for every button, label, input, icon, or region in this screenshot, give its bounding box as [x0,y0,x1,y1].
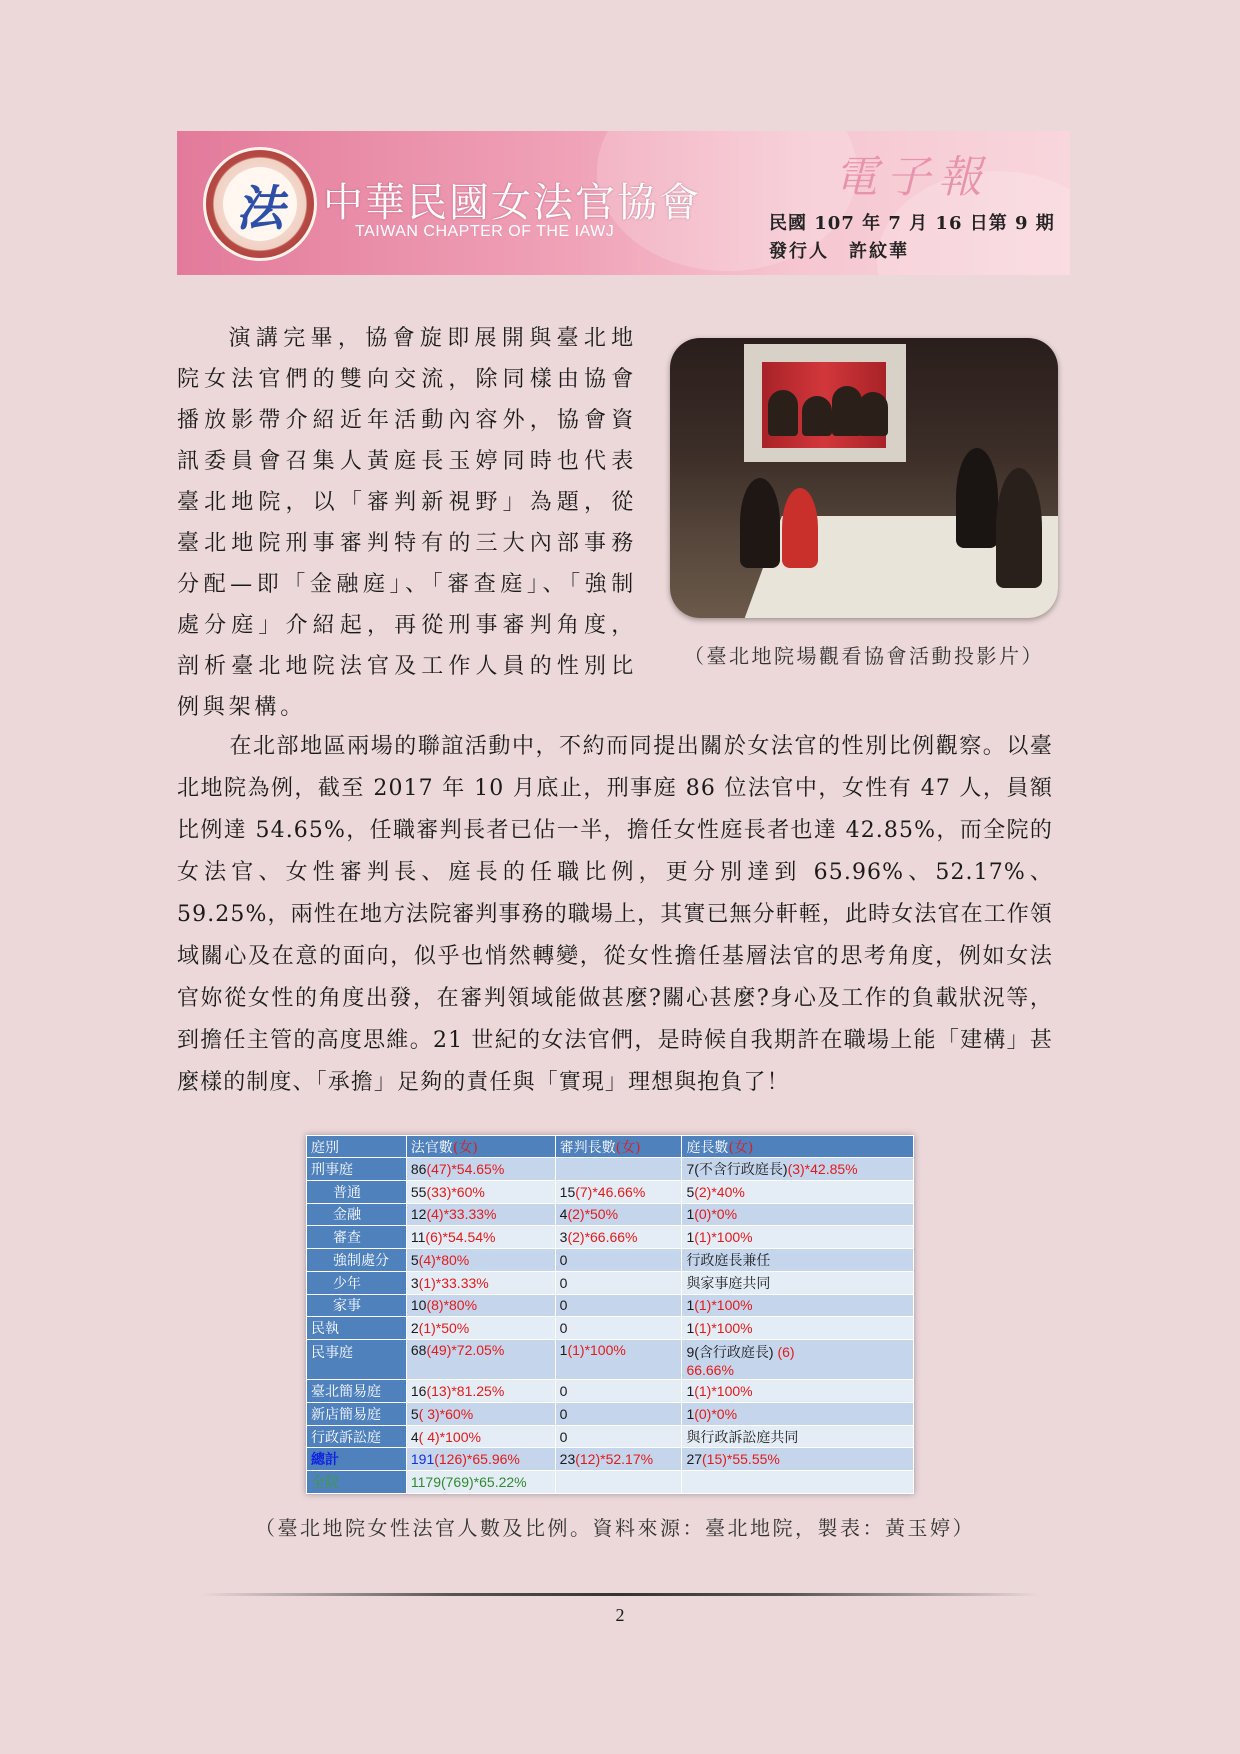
cell-chief [682,1249,914,1272]
cell-total: 10 [410,1297,427,1314]
article-paragraph-1 [177,318,637,728]
event-photo [670,338,1058,618]
header-judges [406,1136,555,1158]
table-row [307,1448,914,1471]
cell-female: (2)*50% [567,1206,619,1223]
cell-judges [406,1158,555,1181]
cell-chief [682,1402,914,1425]
cell-judges [406,1317,555,1340]
row-category: 家事 [307,1294,407,1317]
cell-total: 5 [686,1183,695,1200]
org-name: 中華民國女法官協會 [323,180,701,226]
cell-total: 0 [559,1320,568,1337]
cell-judges [406,1203,555,1226]
cell-total: 3 [559,1229,568,1246]
association-logo [203,147,317,261]
statistics-table [306,1135,914,1494]
cell-presiding [555,1471,682,1494]
footer-divider [200,1593,1040,1596]
cell-female: (8)*80% [426,1297,478,1314]
cell-female: (6)*54.54% [425,1229,496,1246]
cell-judges [406,1249,555,1272]
cell-chief [682,1203,914,1226]
cell-presiding [555,1180,682,1203]
table-row [307,1340,914,1380]
judge-statistics-table [306,1135,914,1494]
table-row [307,1271,914,1294]
cell-judges [406,1180,555,1203]
cell-total: 23 [559,1451,576,1468]
cell-female: (4)*33.33% [426,1206,497,1223]
cell-female: (49)*72.05% [426,1342,505,1359]
cell-total: 0 [559,1405,568,1422]
cell-female: (1)*100% [567,1342,626,1359]
row-category: 行政訴訟庭 [307,1425,407,1448]
cell-female: (769)*65.22% [440,1474,527,1491]
cell-female: (1)*50% [418,1320,470,1337]
table-row [307,1294,914,1317]
cell-female: (126)*65.96% [434,1451,520,1468]
cell-chief [682,1226,914,1249]
header-text: 法官數 [410,1139,453,1156]
cell-chief [682,1425,914,1448]
cell-judges [406,1471,555,1494]
cell-presiding [555,1340,682,1380]
screen-figure [768,390,798,436]
row-category: 審查 [307,1226,407,1249]
cell-total: 5 [410,1405,419,1422]
table-row [307,1402,914,1425]
logo-emblem [223,167,297,241]
cell-total: 與家事庭共同 [686,1274,771,1291]
cell-female: (1)*33.33% [418,1274,489,1291]
cell-total: 0 [559,1428,568,1445]
cell-total: 0 [559,1383,568,1399]
cell-chief [682,1340,914,1380]
cell-chief [682,1294,914,1317]
cell-female: (1)*100% [694,1383,753,1399]
cell-chief [682,1158,914,1181]
cell-judges [406,1294,555,1317]
org-name-english: TAIWAN CHAPTER OF THE IAWJ [355,223,615,240]
header-text: 庭長數 [686,1139,729,1156]
cell-presiding [555,1271,682,1294]
header-text: 審判長數 [559,1139,616,1156]
cell-total: 0 [559,1274,568,1291]
cell-total: 55 [410,1183,427,1200]
attendee-figure [956,448,998,548]
cell-presiding [555,1249,682,1272]
paragraph-text: 在北部地區兩場的聯誼活動中，不約而同提出關於女法官的性別比例觀察。以臺北地院為例，截至 2017 年 10 月底止，刑事庭 86 位法官中，女性有 47 人，員額比例達 54.65%，任職審判長者已佔一半，擔任女性庭長者也達 42.85%，而全院的女法官、女性審判長、庭長的任職比例，更分別達到 65.96%、52.17%、59.25%，兩性在地方法院審判事務的職場上，其實已無分軒輊，此時女法官在工作領域關心及在意的面向，似乎也悄然轉變，從女性擔任基層法官的思考角度，例如女法官妳從女性的角度出發，在審判領域能做甚麼?關心甚麼?身心及工作的負載狀況等，到擔任主管的高度思維。21 世紀的女法官們，是時候自我期許在職場上能「建構」甚麼樣的制度、「承擔」足夠的責任與「實現」理想與抱負了！ [177,734,1053,1095]
page-number: 2 [615,1605,625,1625]
cell-total: 1 [559,1342,568,1359]
header-banner [177,131,1070,275]
cell-female: ( 4)*100% [418,1428,481,1445]
row-category: 強制處分 [307,1249,407,1272]
cell-female: (1)*100% [694,1297,753,1314]
row-category: 新店簡易庭 [307,1402,407,1425]
table-row [307,1226,914,1249]
screen-figure [802,396,832,436]
attendee-figure [996,468,1042,588]
cell-female: (3)*42.85% [787,1160,858,1177]
cell-presiding [555,1425,682,1448]
header-female-mark: (女) [452,1139,478,1156]
attendee-figure [782,488,818,568]
enewsletter-title: 電子報 [834,152,990,203]
row-category: 民執 [307,1317,407,1340]
cell-female: (2)*66.66% [567,1229,638,1246]
table-row [307,1425,914,1448]
screen-image [762,362,886,448]
cell-female: (0)*0% [694,1206,738,1223]
cell-chief [682,1448,914,1471]
cell-total: 1 [686,1320,695,1337]
cell-presiding [555,1203,682,1226]
cell-total: 5 [410,1251,419,1268]
cell-female: (0)*0% [694,1405,738,1422]
cell-female: (6) [777,1344,795,1361]
cell-presiding [555,1294,682,1317]
row-category: 全院 [307,1471,407,1494]
cell-total: 68 [410,1342,427,1359]
cell-female: (13)*81.25% [426,1383,505,1399]
header-female-mark: (女) [728,1139,754,1156]
logo-glyph: 法 [235,180,284,237]
cell-female: (4)*80% [418,1251,470,1268]
photo-caption: （臺北地院場觀看協會活動投影片） [684,644,1044,668]
cell-total: 1 [686,1206,695,1223]
cell-female: (15)*55.55% [702,1451,780,1468]
cell-total: 0 [559,1297,568,1314]
cell-female: (1)*100% [694,1320,753,1337]
table-row [307,1158,914,1181]
cell-chief [682,1380,914,1403]
publisher: 發行人 許紋華 [769,241,909,262]
cell-chief [682,1317,914,1340]
cell-female: (12)*52.17% [575,1451,654,1468]
cell-total: 191 [410,1451,435,1468]
cell-judges [406,1448,555,1471]
cell-total: 2 [410,1320,419,1337]
cell-total: 1179 [410,1474,441,1491]
cell-total: 0 [559,1251,568,1268]
cell-total: 1 [686,1405,695,1422]
cell-judges [406,1226,555,1249]
header-chief-judges [682,1136,914,1158]
table-row [307,1249,914,1272]
cell-total: 9(含行政庭長) [686,1344,774,1361]
attendee-figure [740,478,780,568]
cell-judges [406,1425,555,1448]
issue-date: 民國 107 年 7 月 16 日第 9 期 [769,213,1055,234]
cell-total: 1 [686,1297,695,1314]
table-header-row [307,1136,914,1158]
row-category: 總計 [307,1448,407,1471]
screen-figure [858,392,888,436]
cell-judges [406,1402,555,1425]
row-category: 臺北簡易庭 [307,1380,407,1403]
header-female-mark: (女) [615,1139,641,1156]
table-row [307,1471,914,1494]
table-row [307,1203,914,1226]
cell-total: 行政庭長兼任 [686,1251,771,1268]
article-paragraph-2 [177,726,1053,1104]
cell-chief [682,1180,914,1203]
cell-presiding [555,1402,682,1425]
cell-presiding [555,1158,682,1181]
row-category: 少年 [307,1271,407,1294]
cell-chief [682,1471,914,1494]
cell-judges [406,1271,555,1294]
cell-total: 與行政訴訟庭共同 [686,1428,799,1445]
row-category: 民事庭 [307,1340,407,1380]
cell-total: 11 [410,1229,426,1246]
cell-judges [406,1380,555,1403]
cell-total: 15 [559,1183,576,1200]
cell-female: (33)*60% [426,1183,485,1200]
cell-total: 1 [686,1229,695,1246]
cell-judges [406,1340,555,1380]
projection-screen [744,344,906,462]
cell-presiding [555,1380,682,1403]
cell-female-ratio: 66.66% [686,1362,734,1379]
paragraph-text: 演講完畢，協會旋即展開與臺北地院女法官們的雙向交流，除同樣由協會播放影帶介紹近年活動內容外，協會資訊委員會召集人黃庭長玉婷同時也代表臺北地院，以「審判新視野」為題，從臺北地院刑事審判特有的三大內部事務分配—即「金融庭」、「審查庭」、「強制處分庭」介紹起，再從刑事審判角度，剖析臺北地院法官及工作人員的性別比例與架構。 [177,326,637,720]
cell-female: (47)*54.65% [426,1160,505,1177]
cell-presiding [555,1317,682,1340]
row-category: 普通 [307,1180,407,1203]
cell-chief [682,1271,914,1294]
cell-female: (1)*100% [694,1229,753,1246]
table-row [307,1180,914,1203]
cell-total: 86 [410,1160,427,1177]
cell-female: ( 3)*60% [418,1405,474,1422]
cell-presiding [555,1448,682,1471]
table-row [307,1317,914,1340]
table-caption: （臺北地院女性法官人數及比例。資料來源：臺北地院，製表：黃玉婷） [255,1516,975,1540]
table-row [307,1380,914,1403]
row-category: 刑事庭 [307,1158,407,1181]
cell-total: 12 [410,1206,427,1223]
cell-total: 4 [559,1206,568,1223]
cell-total: 1 [686,1383,695,1399]
cell-total: 4 [410,1428,419,1445]
cell-female: (7)*46.66% [575,1183,646,1200]
header-division: 庭別 [307,1136,407,1158]
cell-total: 16 [410,1383,427,1399]
row-category: 金融 [307,1203,407,1226]
cell-female: (2)*40% [694,1183,745,1200]
cell-total: 27 [686,1451,703,1468]
cell-total: 3 [410,1274,419,1291]
header-presiding-judges [555,1136,682,1158]
cell-presiding [555,1226,682,1249]
cell-total: 7(不含行政庭長) [686,1160,788,1177]
